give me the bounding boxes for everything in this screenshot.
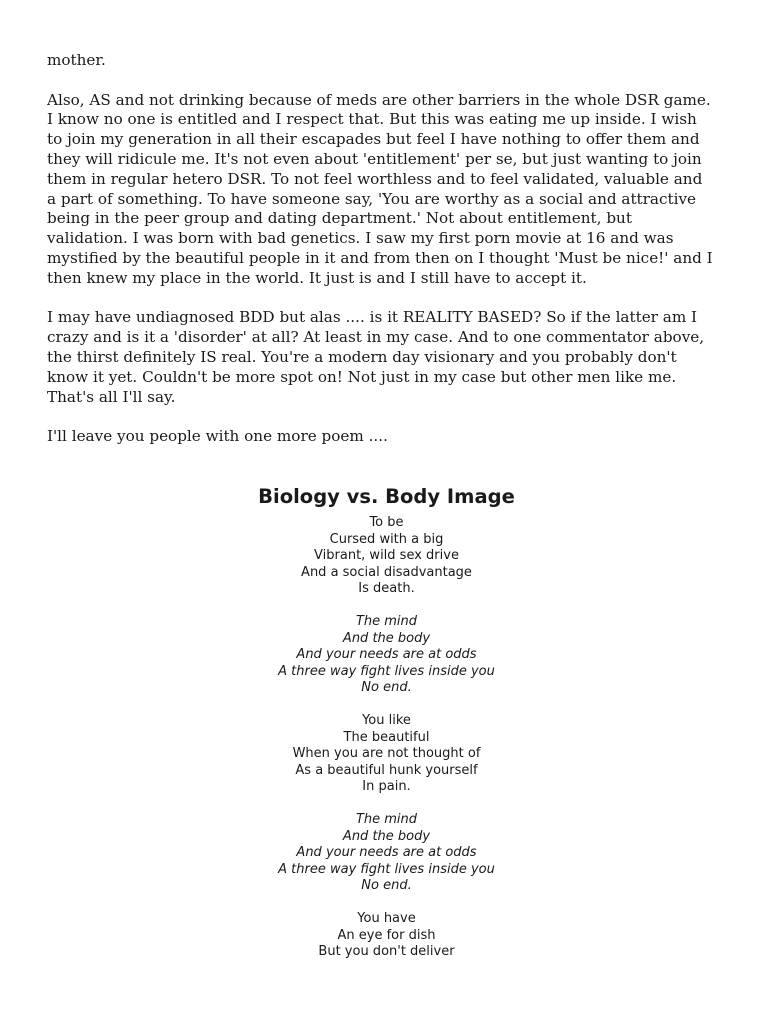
text-line: validation. I was born with bad genetics. I saw my first porn movie at 16 and was <box>47 229 674 248</box>
poem-line: The mind <box>355 812 418 827</box>
paragraph <box>47 91 727 289</box>
poem-line: You have <box>357 911 416 926</box>
poem-line: To be <box>369 515 404 530</box>
poem-line: No end. <box>361 878 412 893</box>
poem-line: A three way fight lives inside you <box>278 861 495 877</box>
text-line: mystified by the beautiful people in it and from then on I thought 'Must be nice!' and I <box>47 248 713 267</box>
paragraph <box>47 427 727 447</box>
text-line: to join my generation in all their escapades but feel I have nothing to offer them and <box>47 130 700 149</box>
text-line: the thirst definitely IS real. You're a modern day visionary and you probably don't <box>47 347 677 366</box>
poem-refrain <box>0 614 773 697</box>
poem-stanza <box>0 911 773 961</box>
poem-line: Cursed with a big <box>329 531 444 547</box>
poem-line: An eye for dish <box>337 927 436 943</box>
poem <box>0 484 773 977</box>
paragraph <box>47 51 727 71</box>
poem-stanza <box>0 713 773 796</box>
poem-line: And your needs are at odds <box>296 845 477 860</box>
poem-line: But you don't deliver <box>318 944 455 959</box>
text-line: That's all I'll say. <box>47 387 176 406</box>
poem-line: And the body <box>342 630 431 646</box>
poem-line: The mind <box>355 614 418 629</box>
text-line: know it yet. Couldn't be more spot on! Not just in my case but other men like me. <box>47 367 677 386</box>
poem-refrain <box>0 812 773 895</box>
poem-line: No end. <box>361 680 412 695</box>
poem-title: Biology vs. Body Image <box>258 485 515 508</box>
poem-line: Is death. <box>358 581 415 596</box>
text-line: a part of something. To have someone say, 'You are worthy as a social and attractive <box>47 189 697 208</box>
poem-line: A three way fight lives inside you <box>278 663 495 679</box>
text-line: I may have undiagnosed BDD but alas .... is it REALITY BASED? So if the latter am I <box>47 308 698 327</box>
text-line: mother. <box>47 51 106 69</box>
poem-line: Vibrant, wild sex drive <box>314 548 459 563</box>
text-line: I know no one is entitled and I respect that. But this was eating me up inside. I wish <box>47 110 697 129</box>
poem-line: When you are not thought of <box>292 746 481 761</box>
prose-section <box>47 51 727 467</box>
poem-line: And the body <box>342 828 431 844</box>
poem-line: And a social disadvantage <box>301 564 472 580</box>
poem-line: The beautiful <box>343 729 430 745</box>
poem-line: As a beautiful hunk yourself <box>295 762 478 778</box>
paragraph <box>47 308 727 407</box>
text-line: they will ridicule me. It's not even about 'entitlement' per se, but just wanting to join <box>47 149 702 168</box>
poem-stanza <box>0 515 773 598</box>
text-line: crazy and is it a 'disorder' at all? At least in my case. And to one commentator above, <box>47 328 705 347</box>
poem-line: And your needs are at odds <box>296 647 477 662</box>
text-line: Also, AS and not drinking because of meds are other barriers in the whole DSR game. <box>47 90 711 109</box>
poem-line: In pain. <box>362 779 411 794</box>
text-line: then knew my place in the world. It just is and I still have to accept it. <box>47 268 587 287</box>
text-line: being in the peer group and dating department.' Not about entitlement, but <box>47 209 632 228</box>
text-line: I'll leave you people with one more poem .... <box>47 427 388 446</box>
text-line: them in regular hetero DSR. To not feel worthless and to feel validated, valuable and <box>47 169 703 188</box>
poem-line: You like <box>362 713 411 728</box>
